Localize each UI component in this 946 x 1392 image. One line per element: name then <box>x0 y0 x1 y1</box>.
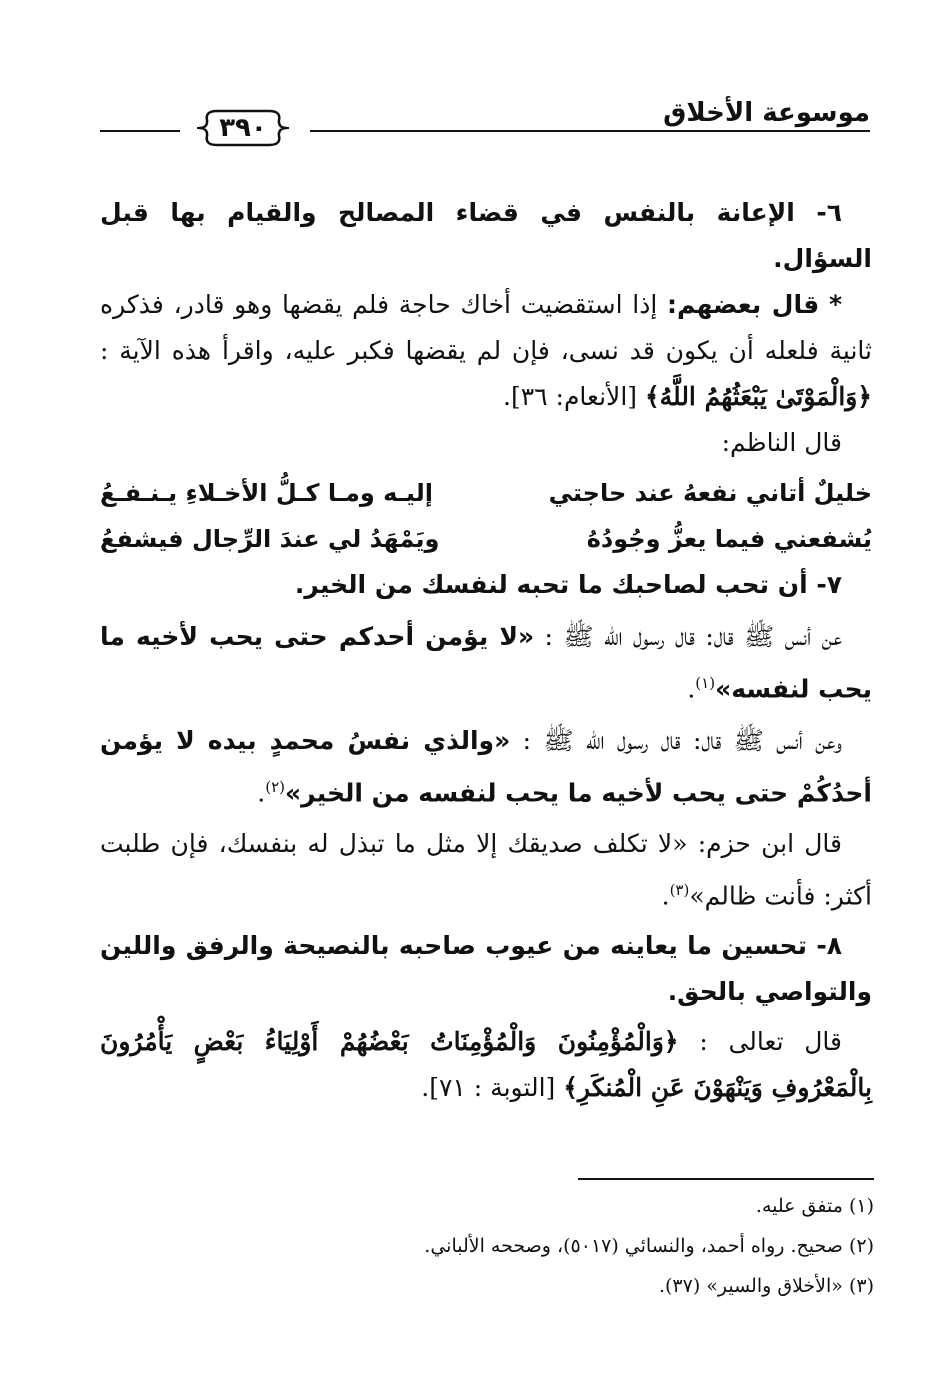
quran-passage <box>100 1019 872 1111</box>
section-heading-7: ٧- أن تحب لصاحبك ما تحبه لنفسك من الخير. <box>294 570 842 599</box>
page-number-frame <box>195 108 291 148</box>
hadith-text: «والذي نفسُ محمدٍ بيده لا يؤمن أحدُكُمْ حتى يحب لأخيه ما يحب لنفسه من الخير» <box>100 726 872 808</box>
passage-lead: قال تعالى : <box>699 1026 842 1056</box>
quran-verse: ﴿وَالْمُؤْمِنُونَ وَالْمُؤْمِنَاتُ بَعْضُهُمْ أَوْلِيَاءُ بَعْضٍ يَأْمُرُونَ بِالْمَعْرُوفِ وَيَنْهَوْنَ عَنِ الْمُنكَرِ﴾ <box>100 1026 872 1102</box>
poem-hemistich: يُشفعني فيما يعزُّ وجُودُهُ <box>586 525 872 553</box>
hadith-lead: وعن أنس ﷺ قال: قال رسول الله ﷺ : <box>522 726 842 756</box>
page-header <box>100 92 870 154</box>
paragraph-text: إذا استقضيت أخاك حاجة فلم يقضها وهو قادر، فذكره ثانية فلعله أن يكون قد نسى، فإن لم يقضها فكبر عليه، واقرأ هذه الآية : <box>100 290 872 365</box>
hadith-text: «لا يؤمن أحدكم حتى يحب لأخيه ما يحب لنفسه» <box>100 622 872 704</box>
footnote-2: (٢) صحيح. رواه أحمد، والنسائي (٥٠١٧)، وصححه الألباني. <box>424 1235 874 1257</box>
quote-text: قال ابن حزم: «لا تكلف صديقك إلا مثل ما تبذل له بنفسك، فإن طلبت أكثر: فأنت ظالم» <box>100 828 872 910</box>
header-rule-left <box>100 130 180 132</box>
quran-verse: ﴿وَالْمَوْتَىٰ يَبْعَثُهُمُ اللَّهُ﴾ <box>644 382 872 411</box>
poem-hemistich: ويَمْهَدُ لي عندَ الرِّجال فيشفعُ <box>100 525 440 553</box>
quran-reference: [التوبة : ٧١]. <box>421 1072 556 1102</box>
poet-intro: قال الناظم: <box>721 428 842 457</box>
footnotes <box>102 1186 874 1306</box>
poem-hemistich: خليلٌ أتاني نفعهُ عند حاجتي <box>548 479 872 507</box>
star-marker: * <box>828 290 843 319</box>
footnote-rule <box>578 1178 874 1180</box>
poem-line-2 <box>100 516 872 562</box>
hadith-1: عن أنس ﷺ قال: قال رسول الله ﷺ : «لا يؤمن أحدكم حتى يحب لأخيه ما يحب لنفسه»$^{(١)}$. <box>100 622 872 704</box>
header-rule-right <box>310 130 870 132</box>
hadith-lead: عن أنس ﷺ قال: قال رسول الله ﷺ : <box>544 622 843 651</box>
poem-hemistich: إليـه ومـا كـلُّ الأخـلاءِ يـنـفـعُ <box>100 479 433 507</box>
paragraph-request <box>100 282 872 420</box>
paragraph-lead: قال بعضهم: <box>667 290 820 319</box>
quran-reference: [الأنعام: ٣٦]. <box>503 382 638 411</box>
footnote-ref: (٣) <box>669 880 690 899</box>
footnote-ref: (٢) <box>265 778 286 797</box>
hadith-2: وعن أنس ﷺ قال: قال رسول الله ﷺ : «والذي نفسُ محمدٍ بيده لا يؤمن أحدُكُمْ حتى يحب لأخيه ما يحب لنفسه من الخير»$^{(٢)}$. <box>100 726 872 808</box>
footnote-1: (١) متفق عليه. <box>755 1195 874 1217</box>
section-heading-8: ٨- تحسين ما يعاينه من عيوب صاحبه بالنصيحة والرفق واللين والتواصي بالحق. <box>100 930 872 1006</box>
section-heading-6: ٦- الإعانة بالنفس في قضاء المصالح والقيام بها قبل السؤال. <box>100 198 872 273</box>
footnote-3: (٣) «الأخلاق والسير» (٣٧). <box>658 1275 874 1297</box>
page-body <box>100 190 872 1111</box>
poem-line-1 <box>100 470 872 516</box>
page-number: ٣٩٠ <box>219 113 267 143</box>
footnote-ref: (١) <box>695 674 716 692</box>
running-title: موسوعة الأخلاق <box>663 98 870 128</box>
ibn-hazm-quote: قال ابن حزم: «لا تكلف صديقك إلا مثل ما تبذل له بنفسك، فإن طلبت أكثر: فأنت ظالم»$^{(٣)}$. <box>100 828 872 910</box>
